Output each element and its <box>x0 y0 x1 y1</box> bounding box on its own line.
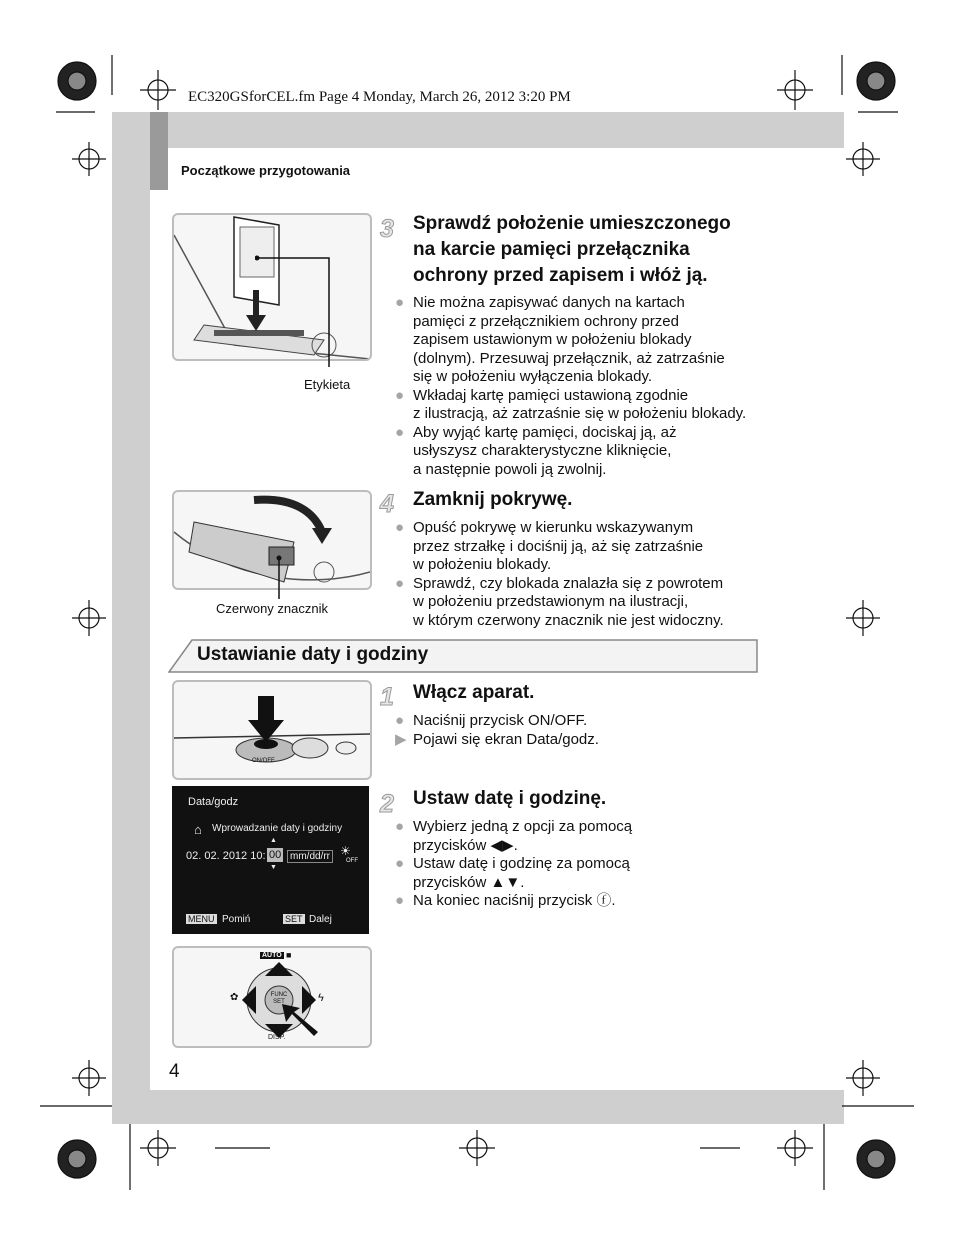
bullet-item: ● Wybierz jedną z opcji za pomocą przycisków ◀▶. <box>395 818 633 854</box>
step3-title-line: Sprawdź położenie umieszczonego <box>413 213 731 234</box>
file-info: EC320GSforCEL.fm Page 4 Monday, March 26, 2012 3:20 PM <box>188 89 571 105</box>
bullet-dot-icon: ● <box>395 386 405 404</box>
step4-title: Zamknij pokrywę. <box>413 489 573 510</box>
bullet-dot-icon: ● <box>395 892 405 909</box>
step1-title: Włącz aparat. <box>413 682 535 703</box>
camera-icon: ■ <box>286 950 292 960</box>
bullet-dot-icon: ● <box>395 519 405 536</box>
date-value: 02. 02. 2012 10: <box>186 850 266 862</box>
step2-title: Ustaw datę i godzinę. <box>413 788 607 809</box>
step-number-3: 3 <box>380 215 394 243</box>
dpad-up-label: AUTO <box>262 952 282 959</box>
dpad-illustration <box>172 946 372 1048</box>
menu-label: Pomiń <box>222 914 251 925</box>
result-arrow-icon: ▶ <box>395 730 407 748</box>
down-arrow-icon: ▼ <box>270 864 277 871</box>
step3-title-line: ochrony przed zapisem i włóż ją. <box>413 265 708 286</box>
screen-heading: Wprowadzanie daty i godziny <box>212 823 343 834</box>
macro-icon: ✿ <box>230 992 239 1003</box>
bullet-item: ● Ustaw datę i godzinę za pomocą przycisków ▲▼. <box>395 855 630 891</box>
up-arrow-icon: ▲ <box>270 837 277 844</box>
banner-title: Ustawianie daty i godziny <box>197 644 429 665</box>
step3-bullets <box>395 294 765 479</box>
set-label: Dalej <box>309 914 332 925</box>
cover-illustration <box>172 490 372 590</box>
step2-bullets <box>395 818 765 911</box>
minutes-field[interactable]: 00 <box>269 849 282 861</box>
bullet-dot-icon: ● <box>395 423 405 441</box>
caption-etykieta: Etykieta <box>304 377 351 392</box>
bullet-item: ● Wkładaj kartę pamięci ustawioną zgodnie z ilustracją, aż zatrzaśnie się w położeniu blokady. <box>395 386 747 422</box>
step3-title <box>413 211 731 289</box>
bullet-dot-icon: ● <box>395 574 405 592</box>
power-button-label: ON/OFF <box>252 758 275 764</box>
bullet-item: ● Naciśnij przycisk ON/OFF. <box>395 712 588 729</box>
dst-icon: ☀ <box>340 844 351 858</box>
step-number-2: 2 <box>380 790 394 818</box>
step-number-4: 4 <box>380 490 394 518</box>
set-key: SET <box>285 914 303 924</box>
marker-leader-line <box>275 555 285 600</box>
bullet-item: ● Opuść pokrywę w kierunku wskazywanym przez strzałkę i dociśnij ją, aż się zatrzaśnie w położeniu blokady. <box>395 519 704 573</box>
dst-label: OFF <box>346 858 358 864</box>
bullet-item: ● Na koniec naciśnij przycisk ⓕ. <box>395 892 616 909</box>
label-leader-line <box>255 255 335 370</box>
result-item: ▶ Pojawi się ekran Data/godz. <box>395 730 599 748</box>
menu-key: MENU <box>188 914 215 924</box>
bullet-dot-icon: ● <box>395 855 405 872</box>
bullet-item: ● Aby wyjąć kartę pamięci, dociskaj ją, aż usłyszysz charakterystyczne kliknięcie, a następnie powoli ją zwolnij. <box>395 423 677 478</box>
bullet-item: ● Nie można zapisywać danych na kartach pamięci z przełącznikiem ochrony przed zapisem ustawionym w położeniu blokady (dolnym). Przesuwaj przełącznik, aż zatrzaśnie się w położeniu wyłączenia blokady. <box>395 294 725 385</box>
bullet-item: ● Sprawdź, czy blokada znalazła się z powrotem w położeniu przedstawionym na ilustracji, w którym czerwony znacznik nie jest widoczny. <box>395 574 724 629</box>
power-button-illustration <box>172 680 372 780</box>
page-number: 4 <box>169 1061 180 1082</box>
bullet-dot-icon: ● <box>395 294 405 311</box>
flash-icon: ϟ <box>318 992 324 1004</box>
screen-title: Data/godz <box>188 796 239 808</box>
step3-title-line: na karcie pamięci przełącznika <box>413 239 690 260</box>
cover-close-icon <box>174 492 370 588</box>
section-title: Początkowe przygotowania <box>181 163 351 178</box>
caption-czerwony-znacznik: Czerwony znacznik <box>216 601 328 616</box>
date-format: mm/dd/rr <box>287 850 333 863</box>
step1-bullets <box>395 712 765 749</box>
home-icon: ⌂ <box>194 822 202 837</box>
func-set-button-label: FUNC SET <box>270 992 288 1005</box>
dpad-down-label: DISP. <box>268 1034 286 1041</box>
camera-date-screen <box>172 786 369 934</box>
step4-bullets <box>395 519 765 630</box>
bullet-dot-icon: ● <box>395 818 405 835</box>
step-number-1: 1 <box>380 683 394 711</box>
bullet-dot-icon: ● <box>395 712 405 729</box>
